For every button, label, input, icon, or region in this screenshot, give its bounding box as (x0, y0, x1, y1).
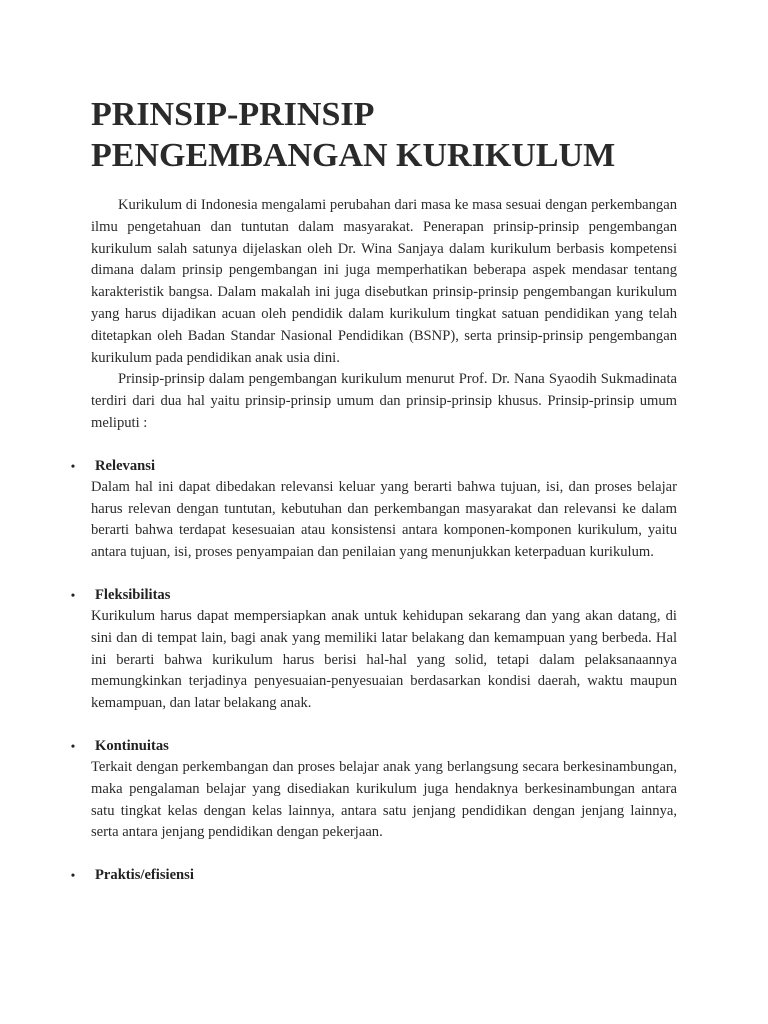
section-heading (70, 735, 677, 757)
section-body: Kurikulum harus dapat mempersiapkan anak untuk kehidupan sekarang dan yang akan datang, di sini dan di tempat lain, bagi anak yang memiliki latar belakang dan kemampuan yang berbeda. Hal ini berarti bahwa kurikulum harus berisi hal-hal yang solid, tetapi dalam pelaksanaannya memungkinkan terjadinya penyesuaian-penyesuaian berdasarkan kondisi daerah, waktu maupun kemampuan, dan latar belakang anak. (91, 607, 677, 712)
section-heading-label: Fleksibilitas (95, 586, 171, 603)
section-fleksibilitas (70, 584, 677, 715)
intro-paragraph: Prinsip-prinsip dalam pengembangan kurikulum menurut Prof. Dr. Nana Syaodih Sukmadinata terdiri dari dua hal yaitu prinsip-prinsip umum dan prinsip-prinsip khusus. Prinsip-prinsip umum meliputi : (91, 371, 677, 431)
section-body: Terkait dengan perkembangan dan proses belajar anak yang berlangsung secara berkesinambungan, maka pengalaman belajar yang disediakan kurikulum juga hendaknya berkesinambungan antara satu tingkat kelas dengan kelas lainnya, antara satu jenjang pendidikan dengan jenjang lainnya, serta antara jenjang pendidikan dengan pekerjaan. (91, 758, 677, 841)
section-heading-label: Relevansi (95, 457, 155, 474)
section-relevansi (70, 455, 677, 564)
section-heading (70, 455, 677, 477)
bullet-icon: • (70, 868, 76, 883)
section-heading-label: Kontinuitas (95, 737, 169, 754)
bullet-icon: • (70, 587, 76, 602)
section-heading (70, 584, 677, 606)
page-title: PRINSIP-PRINSIP PENGEMBANGAN KURIKULUM (91, 96, 616, 174)
document-page (70, 94, 677, 886)
bullet-icon: • (70, 458, 76, 473)
section-body: Dalam hal ini dapat dibedakan relevansi keluar yang berarti bahwa tujuan, isi, dan proses belajar harus relevan dengan tuntutan, kebutuhan dan perkembangan masyarakat dan relevansi ke dalam berarti bahwa terdapat kesesuaian atau konsistensi antara komponen-komponen kurikulum, yaitu antara tujuan, isi, proses penyampaian dan penilaian yang menunjukkan keterpaduan kurikulum. (91, 478, 677, 561)
section-kontinuitas (70, 735, 677, 844)
section-heading-label: Praktis/efisiensi (95, 867, 194, 884)
intro-section (91, 195, 677, 435)
intro-paragraph: Kurikulum di Indonesia mengalami perubahan dari masa ke masa sesuai dengan perkembangan ilmu pengetahuan dan tuntutan dalam masyarakat. Penerapan prinsip-prinsip pengembangan kurikulum salah satunya dijelaskan oleh Dr. Wina Sanjaya dalam kurikulum berbasis kompetensi dimana dalam prinsip pengembangan ini juga memperhatikan beberapa aspek mendasar tentang karakteristik bangsa. Dalam makalah ini juga disebutkan prinsip-prinsip pengembangan kurikulum yang harus dijadikan acuan oleh pendidik dalam kurikulum tingkat satuan pendidikan yang telah ditetapkan oleh Badan Standar Nasional Pendidikan (BSNP), serta prinsip-prinsip pengembangan kurikulum pada pendidikan anak usia dini. (91, 197, 677, 366)
bullet-icon: • (70, 738, 76, 753)
section-praktis (70, 864, 677, 886)
section-heading (70, 864, 677, 886)
